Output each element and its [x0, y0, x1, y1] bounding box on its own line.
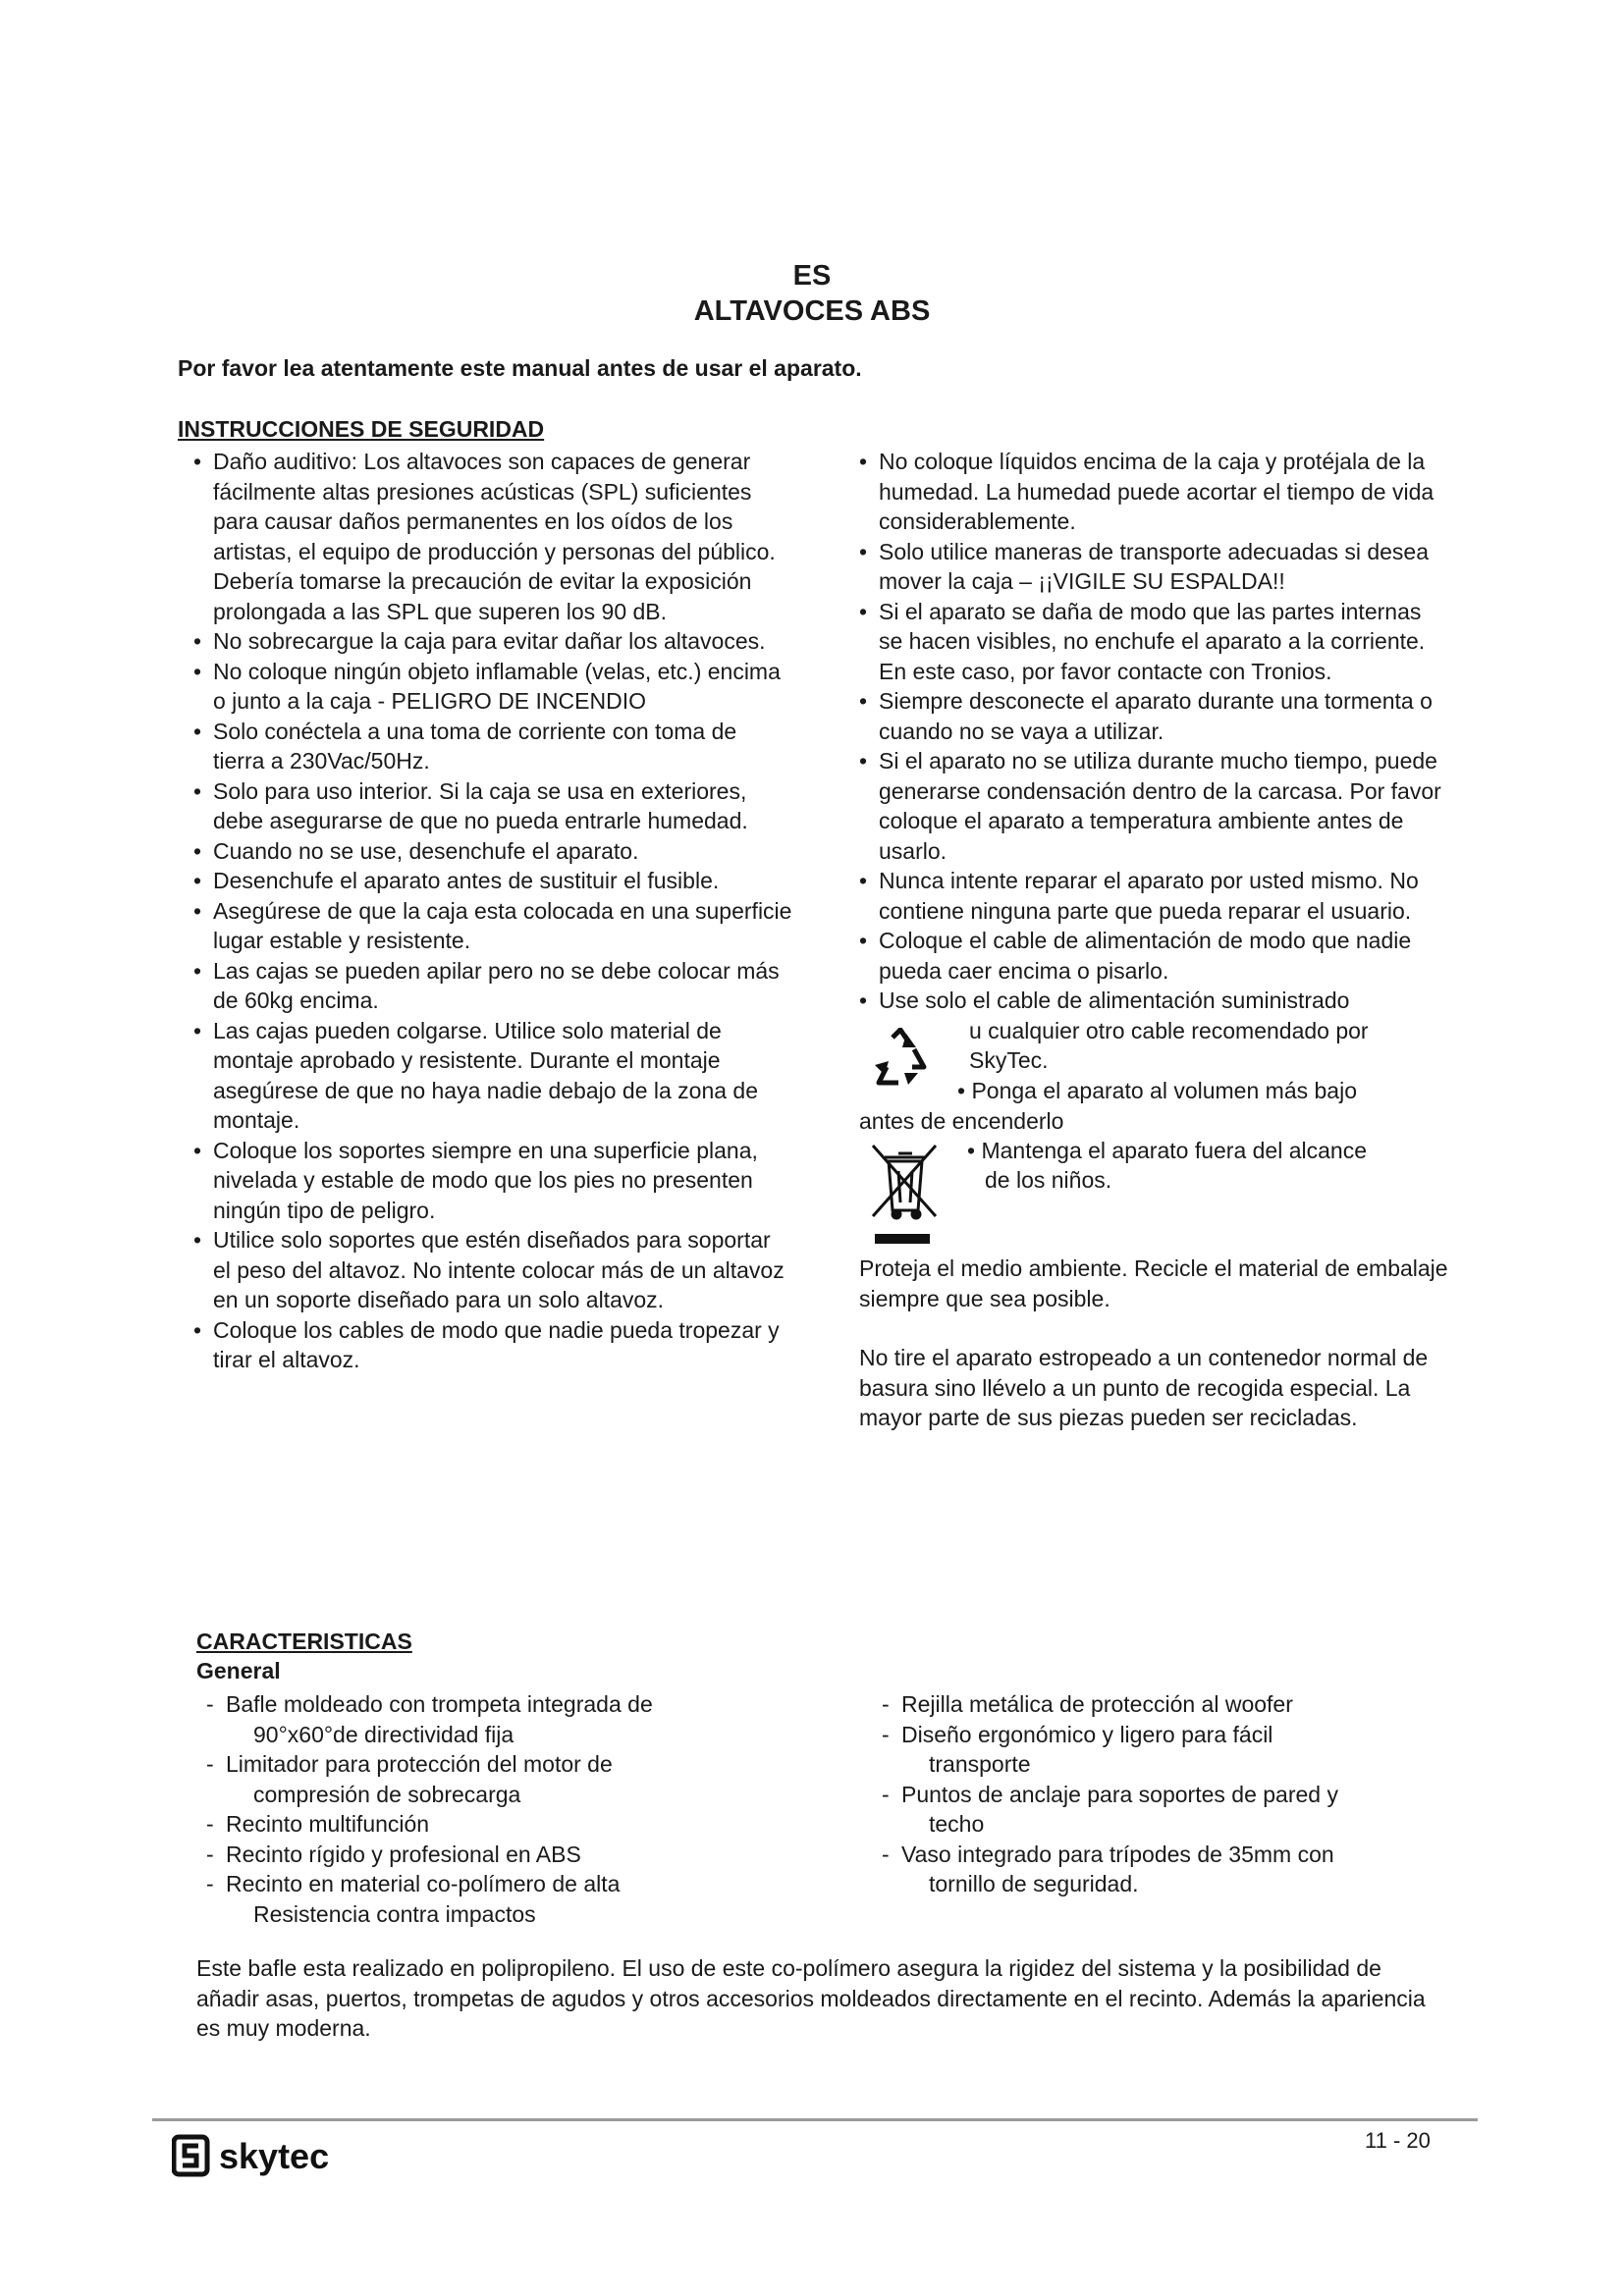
intro-text: Por favor lea atentamente este manual antes de usar el aparato.: [178, 355, 862, 381]
safety-item: • Coloque los soportes siempre en una superficie plana, nivelada y estable de modo que los pies no presenten ningún tipo de peligro.: [193, 1136, 792, 1226]
children-text-1: • Mantenga el aparato fuera del alcance: [967, 1138, 1368, 1163]
closing-paragraph: Este bafle esta realizado en polipropileno. El uso de este co-polímero asegura la rigidez del sistema y la posibilidad de añadir asas, puertos, trompetas de agudos y otros accesorios moldeados directamente en el recinto. Además la apariencia es muy moderna.: [196, 1955, 1426, 2041]
feature-item: - Rejilla metálica de protección al woofer: [872, 1689, 1441, 1720]
safety-item: • Coloque los cables de modo que nadie pueda tropezar y tirar el altavoz.: [193, 1315, 792, 1375]
feature-line: Bafle moldeado con trompeta integrada de: [226, 1691, 653, 1717]
feature-line: Vaso integrado para trípodes de 35mm con: [901, 1841, 1334, 1867]
feature-line: Rejilla metálica de protección al woofer: [901, 1691, 1293, 1717]
safety-item: • Daño auditivo: Los altavoces son capaces de generar fácilmente altas presiones acústicas (SPL) suficientes para causar daños permanentes en los oídos de los artistas, el equipo de producción y personas del público. Debería tomarse la precaución de evitar la exposición prolongada a las SPL que superen los 90 dB.: [193, 447, 792, 626]
feature-line: Limitador para protección del motor de: [226, 1751, 613, 1777]
safety-left-column: [193, 447, 792, 1375]
feature-item: - Diseño ergonómico y ligero para fácil transporte: [872, 1720, 1441, 1780]
feature-line-cont: Resistencia contra impactos: [253, 1900, 536, 1927]
feature-line: Diseño ergonómico y ligero para fácil: [901, 1721, 1273, 1747]
feature-item: - Vaso integrado para trípodes de 35mm con tornillo de seguridad.: [872, 1840, 1441, 1899]
feature-item: - Recinto multifunción: [196, 1809, 805, 1840]
features-right-list: [872, 1689, 1441, 1899]
feature-line: Recinto en material co-polímero de alta: [226, 1871, 621, 1896]
features-subheading: General: [196, 1658, 281, 1683]
brand-text: skytec: [219, 2136, 330, 2176]
safety-item: • Siempre desconecte el aparato durante una tormenta o cuando no se vaya a utilizar.: [859, 686, 1448, 746]
safety-item: • Las cajas pueden colgarse. Utilice solo material de montaje aprobado y resistente. Durante el montaje asegúrese de que no haya nadie debajo de la zona de montaje.: [193, 1016, 792, 1136]
features-left-list: [196, 1689, 805, 1929]
safety-item: • No sobrecargue la caja para evitar dañar los altavoces.: [193, 626, 792, 657]
environment-paragraph-1: Proteja el medio ambiente. Recicle el material de embalaje siempre que sea posible.: [859, 1255, 1448, 1311]
feature-item: - Recinto en material co-polímero de alta Resistencia contra impactos: [196, 1869, 805, 1929]
cable-text-2: SkyTec.: [969, 1046, 1049, 1073]
safety-item: • No coloque ningún objeto inflamable (velas, etc.) encima o junto a la caja - PELIGRO DE INCENDIO: [193, 657, 792, 717]
safety-item: • Nunca intente reparar el aparato por usted mismo. No contiene ninguna parte que pueda reparar el usuario.: [859, 866, 1448, 926]
environment-paragraph-2: No tire el aparato estropeado a un contenedor normal de basura sino llévelo a un punto de recogida especial. La mayor parte de sus piezas pueden ser recicladas.: [859, 1345, 1429, 1430]
recycle-icon: [869, 1028, 932, 1091]
safety-item: • No coloque líquidos encima de la caja y protéjala de la humedad. La humedad puede acortar el tiempo de vida considerablemente.: [859, 447, 1448, 537]
volume-text-span: Ponga el aparato al volumen más bajo: [971, 1077, 1357, 1103]
feature-line-cont: compresión de sobrecarga: [253, 1781, 521, 1807]
safety-item: • Desenchufe el aparato antes de sustituir el fusible.: [193, 866, 792, 896]
recycle-block: [859, 1016, 1448, 1106]
volume-text-1: • Ponga el aparato al volumen más bajo: [957, 1077, 1357, 1103]
safety-item: • Solo para uso interior. Si la caja se usa en exteriores, debe asegurarse de que no pueda entrarle humedad.: [193, 776, 792, 836]
skytec-logo: [172, 2133, 398, 2178]
safety-item: • Si el aparato no se utiliza durante mucho tiempo, puede generarse condensación dentro de la carcasa. Por favor coloque el aparato a temperatura ambiente antes de usarlo.: [859, 746, 1448, 866]
children-text-span: Mantenga el aparato fuera del alcance: [981, 1138, 1368, 1163]
safety-item: • Solo conéctela a una toma de corriente con toma de tierra a 230Vac/50Hz.: [193, 717, 792, 776]
feature-item: - Bafle moldeado con trompeta integrada de 90°x60°de directividad fija: [196, 1689, 805, 1749]
feature-line: Recinto multifunción: [226, 1811, 430, 1837]
safety-item: • Solo utilice maneras de transporte adecuadas si desea mover la caja – ¡¡VIGILE SU ESPALDA!!: [859, 537, 1448, 597]
crossed-bin-icon: [871, 1140, 942, 1246]
page-title: ALTAVOCES ABS: [693, 295, 931, 327]
cable-text-1: u cualquier otro cable recomendado por: [969, 1017, 1369, 1043]
feature-item: - Recinto rígido y profesional en ABS: [196, 1840, 805, 1870]
feature-line-cont: 90°x60°de directividad fija: [253, 1721, 514, 1747]
feature-line: Puntos de anclaje para soportes de pared y: [901, 1781, 1338, 1807]
safety-right-column: [859, 447, 1448, 1433]
safety-item: • Coloque el cable de alimentación de modo que nadie pueda caer encima o pisarlo.: [859, 926, 1448, 986]
feature-line: Recinto rígido y profesional en ABS: [226, 1841, 581, 1867]
safety-item: • Si el aparato se daña de modo que las partes internas se hacen visibles, no enchufe el aparato a la corriente. En este caso, por favor contacte con Tronios.: [859, 597, 1448, 687]
safety-item: • Use solo el cable de alimentación suministrado: [859, 986, 1448, 1016]
children-text-2: de los niños.: [985, 1167, 1112, 1193]
weee-block: [859, 1136, 1448, 1246]
safety-item: • Asegúrese de que la caja esta colocada en una superficie lugar estable y resistente.: [193, 896, 792, 956]
features-heading: CARACTERISTICAS: [196, 1629, 412, 1654]
feature-item: - Limitador para protección del motor de compresión de sobrecarga: [196, 1749, 805, 1809]
feature-line-cont: techo: [929, 1811, 985, 1837]
language-code: ES: [792, 260, 832, 292]
feature-item: - Puntos de anclaje para soportes de pared y techo: [872, 1780, 1441, 1840]
volume-text-2: antes de encenderlo: [859, 1107, 1064, 1134]
footer-divider: [152, 2118, 1478, 2121]
page-number: 11 - 20: [1365, 2128, 1431, 2153]
safety-heading: INSTRUCCIONES DE SEGURIDAD: [178, 416, 545, 442]
feature-line-cont: tornillo de seguridad.: [929, 1871, 1139, 1896]
safety-item: • Cuando no se use, desenchufe el aparato.: [193, 836, 792, 867]
safety-item: • Las cajas se pueden apilar pero no se debe colocar más de 60kg encima.: [193, 956, 792, 1016]
safety-item: • Utilice solo soportes que estén diseñados para soportar el peso del altavoz. No intente colocar más de un altavoz en un soporte diseñado para un solo altavoz.: [193, 1225, 792, 1315]
feature-line-cont: transporte: [929, 1751, 1031, 1777]
